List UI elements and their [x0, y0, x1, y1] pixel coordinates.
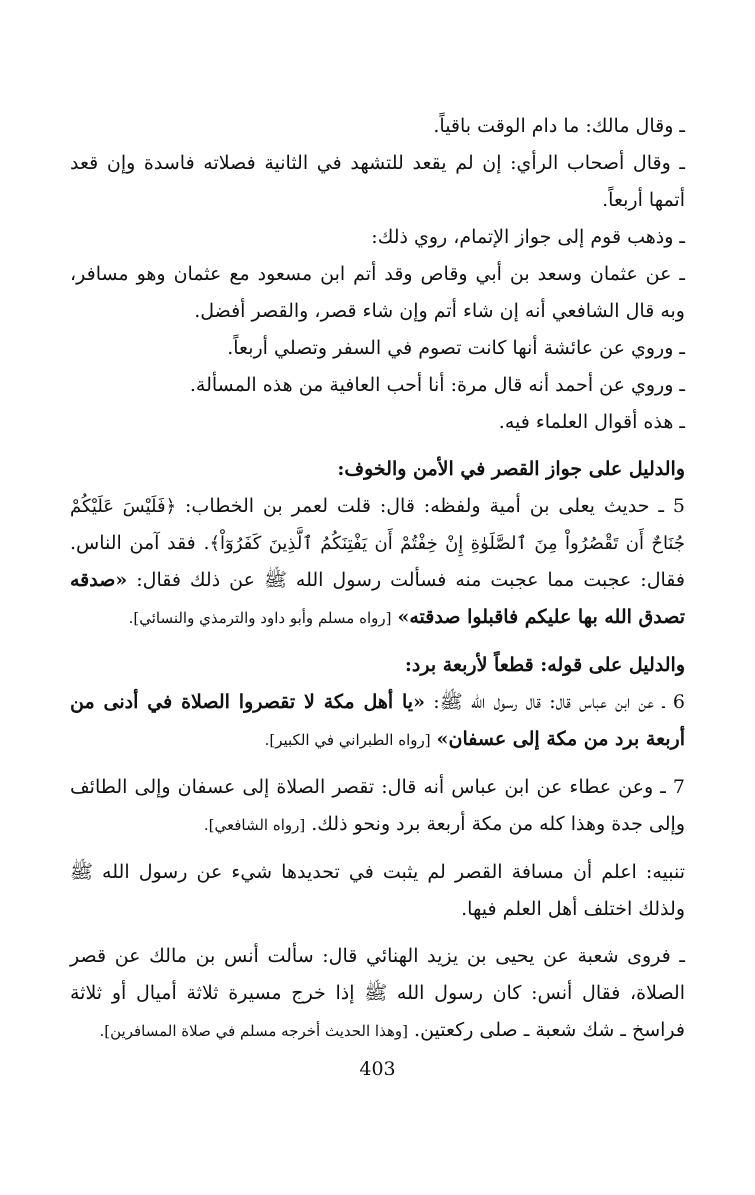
paragraph-aqwal: ـ هذه أقوال العلماء فيه.	[498, 411, 685, 433]
paragraph-aisha: ـ وروي عن عائشة أنها كانت تصوم في السفر وتصلي أربعاً.	[227, 337, 685, 359]
paragraph-ashab-alray: ـ وقال أصحاب الرأي: إن لم يقعد للتشهد في الثانية فصلاته فاسدة وإن قعد أتمها أربعاً.	[70, 152, 685, 211]
hadith-7-text: 7 ـ وعن عطاء عن ابن عباس أنه قال: تقصر الصلاة إلى عسفان وإلى الطائف وإلى جدة وهذا كله من مكة أربعة برد ونحو ذلك.	[70, 776, 685, 835]
page-number: 403	[359, 1058, 396, 1080]
hadith-7-source: [رواه الشافعي].	[203, 816, 306, 834]
hadith-5-body: . فقد آمن الناس. فقال: عجبت مما عجبت منه فسألت رسول الله ﷺ عن ذلك فقال:	[70, 532, 685, 591]
hadith-5-quote: «صدقه تصدق الله بها عليكم فاقبلوا صدقته»	[70, 569, 685, 628]
hadith-5-lead: 5 ـ حديث يعلى بن أمية ولفظه: قال: قلت لعمر بن الخطاب:	[185, 495, 685, 517]
hadith-7	[70, 769, 685, 844]
hadith-6	[70, 684, 685, 759]
paragraph-uthman: ـ عن عثمان وسعد بن أبي وقاص وقد أتم ابن مسعود مع عثمان وهو مسافر، وبه قال الشافعي أنه إن شاء أتم وإن شاء قصر، والقصر أفضل.	[70, 263, 685, 322]
paragraph-malik: ـ وقال مالك: ما دام الوقت باقياً.	[433, 115, 685, 137]
quran-verse: ﴿فَلَيْسَ عَلَيْكُمْ جُنَاحٌ أَن تَقْصُرُواْ مِنَ ٱلصَّلَوٰةِ إِنْ خِفْتُمْ أَن يَفْتِنَكُمُ ٱلَّذِينَ كَفَرُوٓاْ﴾	[70, 496, 685, 554]
paragraph-shuba	[70, 938, 685, 1050]
page-content	[70, 108, 685, 1050]
section-heading-amn-khawf: والدليل على جواز القصر في الأمن والخوف:	[337, 458, 685, 480]
hadith-5-source: [رواه مسلم وأبو داود والترمذي والنسائي].	[128, 609, 392, 627]
hadith-6-quote: «يا أهل مكة لا تقصروا الصلاة في أدنى من أربعة برد من مكة إلى عسفان»	[70, 691, 685, 750]
hadith-5	[70, 488, 685, 637]
paragraph-jawaz-itmam: ـ وذهب قوم إلى جواز الإتمام، روي ذلك:	[371, 226, 685, 248]
shuba-source: [وهذا الحديث أخرجه مسلم في صلاة المسافرين].	[99, 1022, 408, 1040]
hadith-6-lead: 6 ـ عن ابن عباس قال: قال رسول الله ﷺ:	[433, 691, 686, 713]
paragraph-ahmad: ـ وروي عن أحمد أنه قال مرة: أنا أحب العافية من هذه المسألة.	[189, 374, 685, 396]
shuba-text: ـ فروى شعبة عن يحيى بن يزيد الهنائي قال: سألت أنس بن مالك عن قصر الصلاة، فقال أنس: كان رسول الله ﷺ إذا خرج مسيرة ثلاثة أميال أو ثلاثة فراسخ ـ شك شعبة ـ صلى ركعتين.	[70, 945, 685, 1041]
hadith-6-source: [رواه الطبراني في الكبير].	[264, 731, 431, 749]
section-heading-arbaa-burud: والدليل على قوله: قطعاً لأربعة برد:	[404, 654, 685, 676]
tanbih-note: تنبيه: اعلم أن مسافة القصر لم يثبت في تحديدها شيء عن رسول الله ﷺ ولذلك اختلف أهل العلم فيها.	[70, 861, 685, 920]
